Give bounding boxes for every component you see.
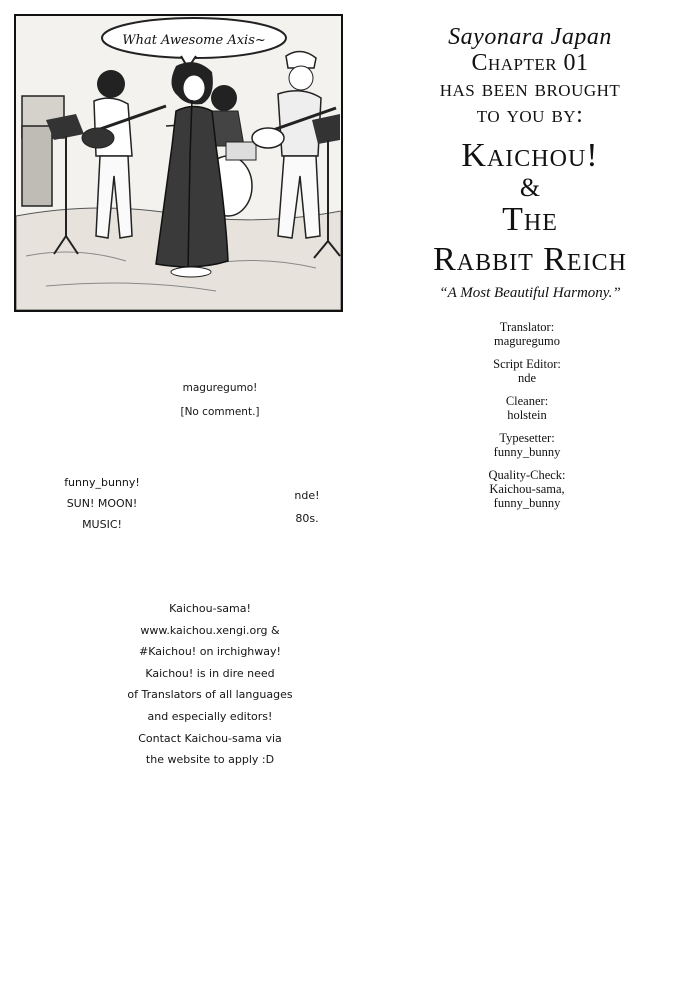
credits-header	[392, 24, 668, 280]
role-title: Typesetter:	[499, 431, 555, 445]
note-line: maguregumo!	[182, 382, 258, 394]
staff-roles	[442, 320, 612, 519]
role-name: maguregumo	[494, 334, 560, 348]
note-line: Contact Kaichou-sama via	[138, 731, 282, 745]
note-nde	[282, 484, 332, 530]
role-quality-check	[442, 468, 612, 510]
role-title: Cleaner:	[505, 394, 549, 408]
role-cleaner	[442, 394, 612, 422]
note-line: nde!	[294, 489, 320, 502]
role-name: holstein	[507, 408, 547, 422]
note-line: MUSIC!	[82, 518, 122, 531]
role-script-editor	[442, 357, 612, 385]
manga-panel	[14, 14, 343, 312]
note-line: 80s.	[295, 512, 319, 525]
note-line: SUN! MOON!	[66, 497, 138, 510]
tagline: “A Most Beautiful Harmony.”	[439, 285, 621, 301]
note-line: Kaichou! is in dire need	[145, 666, 275, 680]
brought-line: has been brought	[439, 76, 621, 102]
role-title: Quality-Check:	[488, 468, 566, 482]
speech-bubble-text: What Awesome Axis~	[122, 33, 266, 48]
note-maguregumo	[160, 376, 280, 424]
note-line: #Kaichou! on irchighway!	[139, 645, 281, 659]
band-illustration	[16, 16, 341, 310]
chapter-label: Chapter 01	[471, 50, 589, 76]
role-name: funny_bunny	[493, 445, 561, 459]
role-name: Kaichou-sama,	[489, 482, 565, 496]
note-line: of Translators of all languages	[127, 688, 293, 702]
ampersand: &	[519, 173, 541, 202]
note-line: the website to apply :D	[145, 753, 275, 767]
note-funny-bunny	[62, 472, 142, 535]
role-name: funny_bunny	[493, 496, 561, 510]
note-line: Kaichou-sama!	[169, 602, 251, 615]
group-kaichou: Kaichou!	[461, 137, 599, 174]
series-title: Sayonara Japan	[448, 24, 612, 50]
note-line: [No comment.]	[180, 406, 260, 418]
note-line: www.kaichou.xengi.org &	[140, 623, 280, 637]
role-typesetter	[442, 431, 612, 459]
to-you-by-line: to you by:	[476, 102, 584, 128]
role-name: nde	[517, 371, 537, 385]
role-title: Script Editor:	[493, 357, 561, 371]
note-kaichou	[110, 598, 310, 771]
role-title: Translator:	[499, 320, 555, 334]
role-translator	[442, 320, 612, 348]
note-line: and especially editors!	[147, 709, 273, 723]
note-line: funny_bunny!	[64, 476, 140, 489]
group-the: The	[502, 201, 558, 238]
group-rabbit-reich: Rabbit Reich	[433, 241, 627, 278]
